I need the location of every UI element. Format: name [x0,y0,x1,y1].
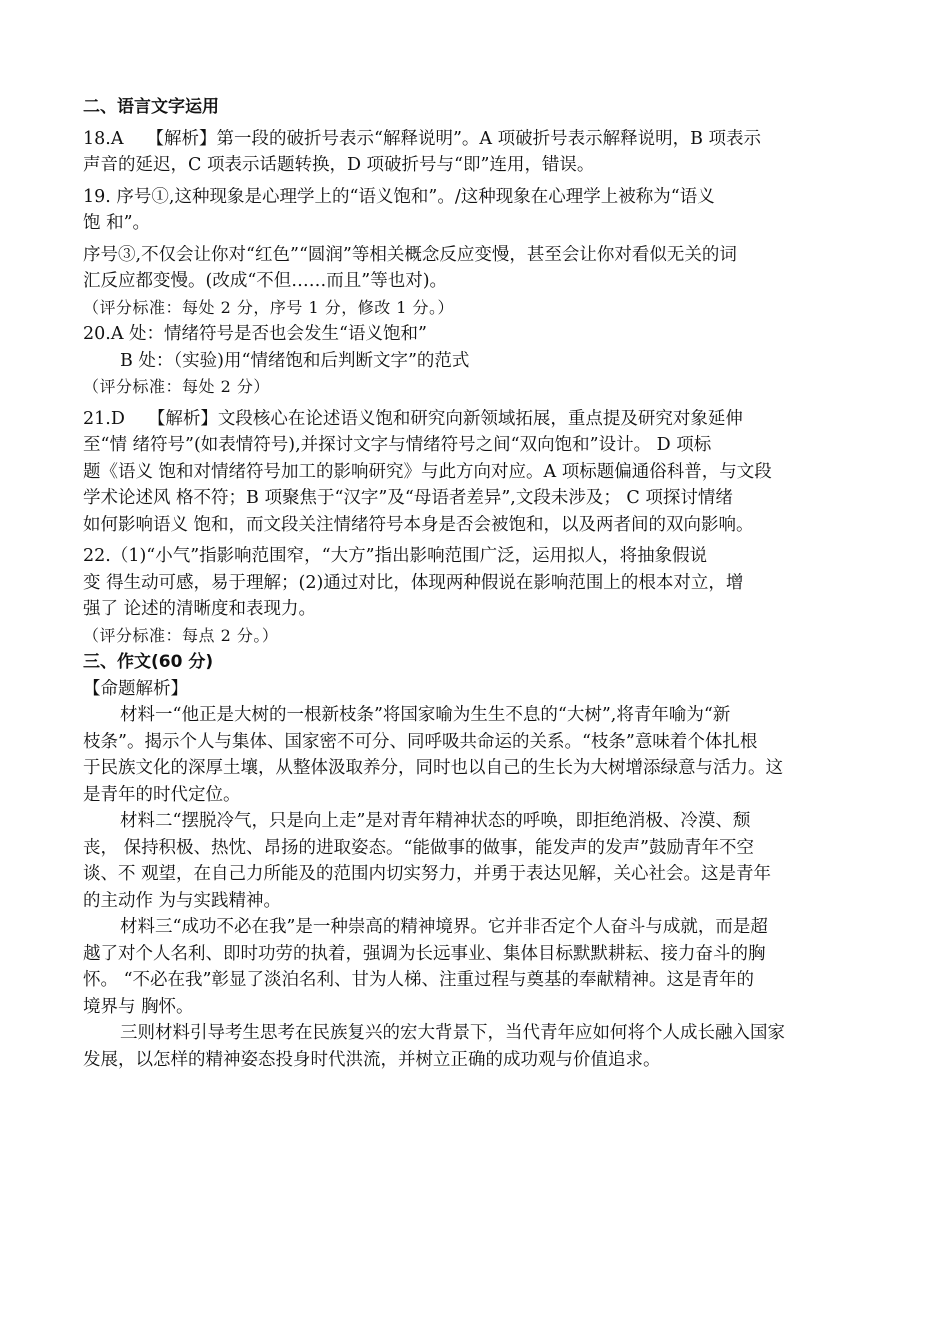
text-line: 谈、不 观望，在自己力所能及的范围内切实努力，并勇于表达见解，关心社会。这是青年 [83,864,772,884]
text-line: 学术论述风 格不符；B 项聚焦于“汉字”及“母语者差异”,文段未涉及； C 项探讨情绪 [83,488,733,508]
text-line: 发展，以怎样的精神姿态投身时代洪流，并树立正确的成功观与价值追求。 [83,1049,661,1070]
answer-20 [83,321,858,401]
text-line: 材料三“成功不必在我”是一种崇高的精神境界。它并非否定个人奋斗与成就，而是超 [120,917,768,937]
text-line: 枝条”。揭示个人与集体、国家密不可分、同呼吸共命运的关系。“枝条”意味着个体扎根 [83,731,758,752]
text-line: B 处：（实验)用“情绪饱和后判断文字”的范式 [120,350,470,371]
text-line: 丧， 保持积极、热忱、昂扬的进取姿态。“能做事的做事，能发声的发声”鼓励青年不空 [83,837,754,858]
section-title-essay: 三、作文(60 分) [83,652,214,672]
text-line: 三则材料引导考生思考在民族复兴的宏大背景下，当代青年应如何将个人成长融入国家 [120,1023,785,1043]
essay-analysis-heading: 【命题解析】 [83,678,188,699]
essay-paragraph-3 [83,914,858,1020]
text-line: 21.D 【解析】文段核心在论述语义饱和研究向新领域拓展，重点提及研究对象延伸 [83,408,743,429]
answer-22 [83,543,858,649]
scoring-standard: （评分标准：每处 2 分，序号 1 分，修改 1 分。） [83,297,455,317]
scoring-standard: （评分标准：每点 2 分。） [83,625,279,645]
text-line: 是青年的时代定位。 [83,784,241,805]
text-line: 境界与 胸怀。 [83,996,194,1017]
text-line: 18.A 【解析】第一段的破折号表示“解释说明”。A 项破折号表示解释说明，B 项表示 [83,128,762,149]
scoring-standard: （评分标准：每处 2 分） [83,377,270,396]
essay-paragraph-1 [83,702,858,808]
text-line: 材料二“摆脱冷气，只是向上走”是对青年精神状态的呼唤，即拒绝消极、冷漠、颓 [120,811,751,831]
text-line: 怀。 “不必在我”彰显了淡泊名利、甘为人梯、注重过程与奠基的奉献精神。这是青年的 [83,970,754,990]
text-line: 22.（1)“小气”指影响范围窄，“大方”指出影响范围广泛，运用拟人，将抽象假说 [83,546,708,566]
answer-21 [83,406,858,539]
text-line: 越了对个人名利、即时功劳的执着，强调为长远事业、集体目标默默耕耘、接力奋斗的胸 [83,943,766,964]
text-line: 声音的延迟，C 项表示话题转换，D 项破折号与“即”连用，错误。 [83,155,595,175]
essay-paragraph-4 [83,1020,858,1073]
answer-19 [83,184,858,322]
text-line: 材料一“他正是大树的一根新枝条”将国家喻为生生不息的“大树”,将青年喻为“新 [120,705,731,725]
essay-paragraph-2 [83,808,858,914]
text-line: 题《语义 饱和对情绪符号加工的影响研究》与此方向对应。A 项标题偏通俗科普，与文段 [83,461,772,482]
section-title-language-use: 二、语言文字运用 [83,97,219,117]
text-line: 的主动作 为与实践精神。 [83,890,282,911]
text-line: 至“情 绪符号”(如表情符号),并探讨文字与情绪符号之间“双向饱和”设计。 D 项标 [83,435,712,455]
text-line: 如何影响语义 饱和，而文段关注情绪符号本身是否会被饱和，以及两者间的双向影响。 [83,514,754,535]
text-line: 汇反应都变慢。(改成“不但……而且”等也对)。 [83,271,448,291]
answer-18 [83,126,858,179]
text-line: 20.A 处：情绪符号是否也会发生“语义饱和” [83,324,427,344]
text-line: 19. 序号①,这种现象是心理学上的“语义饱和”。/这种现象在心理学上被称为“语义 [83,186,715,207]
text-line: 于民族文化的深厚土壤，从整体汲取养分，同时也以自己的生长为大树增添绿意与活力。这 [83,758,783,778]
answer-key-page [83,94,858,1073]
text-line: 序号③,不仅会让你对“红色”“圆润”等相关概念反应变慢，甚至会让你对看似无关的词 [83,244,737,265]
text-line: 变 得生动可感，易于理解；(2)通过对比，体现两种假说在影响范围上的根本对立，增 [83,572,744,593]
text-line: 强了 论述的清晰度和表现力。 [83,599,317,619]
text-line: 饱 和”。 [83,213,151,233]
